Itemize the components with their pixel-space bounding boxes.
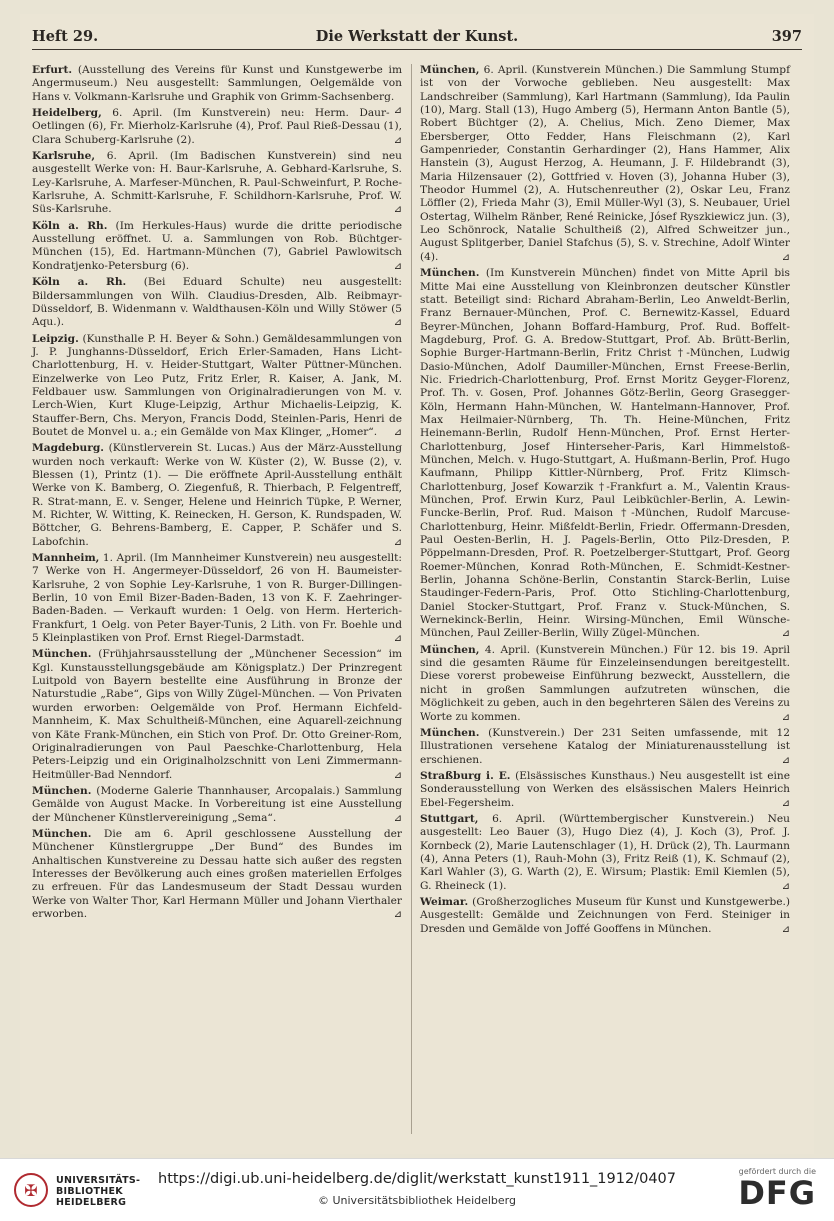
news-entry: [420, 896, 790, 936]
entry-text: (Moderne Galerie Thannhauser, Arcopalais.) Sammlung Gemälde von August Macke. In Vorbereitung ist eine Ausstellung der Münchener Künstlervereinigung „Sema“.: [32, 784, 402, 824]
entry-end-mark-icon: ⊿: [393, 105, 402, 117]
entry-text: (Künstlerverein St. Lucas.) Aus der März-Ausstellung wurden noch verkauft: Werke von W. Küster (2), W. Busse (2), v. Blessen (1), Printz (1). — Die eröffnete April-Ausstellung enthält Werke von K. Bamberg, O. Ziegenfuß, R. Thierbach, P. Felgentreff, R. Strat-mann, E. v. Senger, Helene und Heinrich Tüpke, P. Werner, M. Richter, W. Witting, K. Reinecken, H. Gerson, K. Rundspaden, W. Böttcher, G. Behrens-Bamberg, E. Capper, P. Schäfer und S. Labofchin.: [32, 442, 402, 548]
entry-text: (Elsässisches Kunsthaus.) Neu ausgestellt ist eine Sonderausstellung von Werken des elsässischen Malers Heinrich Ebel-Fegersheim.: [420, 769, 790, 809]
entry-end-mark-icon: ⊿: [393, 426, 402, 438]
entry-location: München.: [420, 726, 480, 739]
entry-location: Köln a. Rh.: [32, 276, 127, 289]
entry-location: Magdeburg.: [32, 442, 104, 455]
entry-text: 4. April. (Kunstverein München.) Für 12. bis 19. April sind die gesamten Räume für Einzeleinsendungen bereitgestellt. Diese vorerst probeweise Einführung bezweckt, Ausstellern, die nicht in großen Sammlungen aufzutreten wünschen, die Möglichkeit zu geben, auch in den begehrteren Sälen des Vereins zu Worte zu kommen.: [420, 643, 790, 723]
entry-end-mark-icon: ⊿: [393, 769, 402, 781]
news-entry: [32, 552, 402, 645]
left-column: [32, 64, 402, 924]
entry-end-mark-icon: ⊿: [781, 923, 790, 935]
entry-end-mark-icon: ⊿: [781, 797, 790, 809]
news-entry: [32, 648, 402, 781]
entry-location: München,: [420, 64, 480, 76]
entry-location: Köln a. Rh.: [32, 219, 108, 232]
entry-text: Die am 6. April geschlossene Ausstellung der Münchener Künstlergruppe „Der Bund“ des Bundes im Anhaltischen Kunstvereine zu Dessau hatte sich außer des regsten Interesses der Bevölkerung auch eines großen materiellen Erfolges zu erfreuen. Für das Landesmuseum der Stadt Dessau wurden Werke von Walter Thor, Karl Hermann Müller und Johann Vierthaler erworben.: [32, 827, 402, 920]
entry-location: München.: [32, 827, 92, 840]
right-column: [420, 64, 790, 939]
entry-text: (Kunsthalle P. H. Beyer & Sohn.) Gemäldesammlungen von J. P. Junghanns-Düsseldorf, Erich Erler-Samaden, Hans Licht-Charlottenburg, H. v. Heider-Stuttgart, Walter Püttner-München. Einzelwerke von Leo Putz, Fritz Erler, R. Kaiser, A. Jank, M. Feldbauer usw. Sammlungen von Originalradierungen von M. v. Lerch-Wien, Kurt Kluge-Leipzig, Arthur Michaelis-Leipzig, K. Stauffer-Bern, Chs. Meryon, Francis Dodd, Steinlen-Paris, Henri de Boutet de Monvel u. a.; ein Gemälde von Max Klinger, „Homer“.: [32, 332, 402, 438]
entry-text: 6. April. (Kunstverein München.) Die Sammlung Stumpf ist von der Vorwoche geblieben. Neu ausgestellt: Max Landschreiber (Sammlung), Karl Hartmann (Sammlung), Ida Paulin (10), Marg. Stall (13), Hugo Amberg (5), Hermann Anton Bantle (5), Robert Büchtger (2), A. Chelius, Mich. Zeno Diemer, Max Ebersberger, Otto Fedder, Hans Fleischmann (2), Karl Gampenrieder, Constantin Gerhardinger (2), Hans Hammer, Alix Hanstein (3), August Herzog, A. Heumann, J. F. Hildebrandt (3), Maria Hilzensauer (2), Gottfried v. Hoven (3), Johanna Huber (3), Theodor Hummel (2), A. Hutschenreuther (2), Oskar Leu, Franz Löffler (2), Frieda Mahr (3), Emil Müller-Wyl (3), S. Neubauer, Uriel Ostertag, Wilhelm Ränber, René Reinicke, Jósef Ryszkiewicz jun. (3), Leo Schönrock, Natalie Schultheiß (2), Alfred Schweitzer jun., August Splitgerber, Daniel Stafchus (5), S. v. Strechine, Adolf Winter (4).: [420, 64, 790, 263]
scanned-page: [20, 14, 814, 1154]
copyright-notice: © Universitätsbibliothek Heidelberg: [317, 1194, 516, 1207]
permalink[interactable]: https://digi.ub.uni-heidelberg.de/diglit/werkstatt_kunst1911_1912/0407: [158, 1171, 676, 1187]
entry-text: 6. April. (Im Kunstverein) neu: Herm. Daur-Oetlingen (6), Fr. Mierholz-Karlsruhe (4), Prof. Paul Rieß-Dessau (1), Clara Schuberg-Karlsruhe (2).: [32, 107, 402, 146]
news-entry: [32, 276, 402, 329]
entry-location: Heidelberg,: [32, 107, 102, 120]
entry-text: (Frühjahrsausstellung der „Münchener Secession“ im Kgl. Kunstausstellungsgebäude am Königsplatz.) Der Prinzregent Luitpold von Bayern bestellte eine Ausführung in Bronze der Naturstudie „Rabe“, Gips von Willy Zügel-München. — Von Privaten wurden erworben: Oelgemälde von Prof. Hermann Eichfeld-Mannheim, K. Max Schultheiß-München, eine Aquarell-zeichnung von Käte Frank-München, ein Stich von Prof. Dr. Otto Greiner-Rom, Originalradierungen von Paul Paeschke-Charlottenburg, Hela Peters-Leipzig und ein Originalholzschnitt von Leni Zimmermann-Heitmüller-Bad Nenndorf.: [32, 648, 402, 781]
news-entry: [420, 813, 790, 893]
entry-end-mark-icon: ⊿: [393, 134, 402, 146]
entry-end-mark-icon: ⊿: [393, 317, 402, 329]
entry-end-mark-icon: ⊿: [781, 628, 790, 640]
journal-title: Die Werkstatt der Kunst.: [315, 28, 519, 45]
news-entry: [32, 220, 402, 273]
news-entry: [420, 267, 790, 641]
entry-text: (Im Kunstverein München) findet von Mitte April bis Mitte Mai eine Ausstellung von Kleinbronzen deutscher Künstler statt. Beteiligt sind: Richard Abraham-Berlin, Leo Anweldt-Berlin, Franz Bernauer-München, Prof. C. Bernewitz-Kassel, Eduard Beyrer-München, Johann Boffard-Hamburg, Prof. Rud. Boffelt-Magdeburg, Prof. G. A. Bredow-Stuttgart, Prof. Ab. Brütt-Berlin, Sophie Burger-Hartmann-Berlin, Fritz Christ †-München, Ludwig Dasio-München, Adolf Daumiller-München, Ernst Freese-Berlin, Nic. Friedrich-Charlottenburg, Prof. Ernst Moritz Geyger-Florenz, Prof. Th. v. Gosen, Prof. Johannes Götz-Berlin, Georg Grasegger-Köln, Hermann Hahn-München, W. Hantelmann-Hannover, Prof. Max Heilmaier-Nürnberg, Th. Th. Heine-München, Fritz Heinemann-Berlin, Rudolf Henn-München, Prof. Ernst Herter-Charlottenburg, Josef Hinterseher-Paris, Karl Himmelstoß-München, Melch. v. Hugo-Stuttgart, A. Hußmann-Berlin, Prof. Hugo Kaufmann, Philipp Kittler-Nürnberg, Prof. Fritz Klimsch-Charlottenburg, Josef Kowarzik †-Frankfurt a. M., Valentin Kraus-München, Prof. Erwin Kurz, Paul Leibküchler-Berlin, A. Lewin-Funcke-Berlin, Prof. Rud. Maison †-München, Rudolf Marcuse-Charlottenburg, Heinr. Mißfeldt-Berlin, Friedr. Offermann-Dresden, Paul Oesten-Berlin, H. J. Pagels-Berlin, Otto Pilz-Dresden, P. Pöppelmann-Dresden, Prof. R. Poetzelberger-Stuttgart, Prof. Georg Roemer-München, Konrad Roth-München, E. Schmidt-Kestner-Berlin, Johanna Schöne-Berlin, Constantin Starck-Berlin, Luise Staudinger-Federn-Paris, Prof. Otto Stichling-Charlottenburg, Daniel Stocker-Stuttgart, Prof. Franz v. Stuck-München, S. Wernekinck-Berlin, Heinr. Wirsing-München, Emil Wünsche-München, Paul Zeiller-Berlin, Willy Zügel-München.: [420, 267, 790, 640]
entry-end-mark-icon: ⊿: [781, 251, 790, 263]
entry-location: München,: [420, 643, 480, 656]
university-seal-icon: ✠: [14, 1173, 48, 1207]
entry-text: (Im Herkules-Haus) wurde die dritte periodische Ausstellung eröffnet. U. a. Sammlungen von Rob. Büchtger-München (15), Ed. Hartmann-München (7), Gabriel Pawlowitsch Kondratjenko-Petersburg (6).: [32, 219, 402, 272]
entry-text: (Großherzogliches Museum für Kunst und Kunstgewerbe.) Ausgestellt: Gemälde und Zeichnungen von Ferd. Steiniger in Dresden und Gemälde von Joffé Gooffens in München.: [420, 895, 790, 935]
entry-location: Mannheim,: [32, 552, 100, 565]
entry-text: (Bei Eduard Schulte) neu ausgestellt: Bildersammlungen von Wilh. Claudius-Dresden, Alb. Reibmayr-Düsseldorf, B. Widenmann v. Waldthausen-Köln und Willy Stöwer (5 Aqu.).: [32, 276, 402, 329]
news-entry: [420, 644, 790, 724]
news-entry: [32, 442, 402, 549]
entry-location: Karlsruhe,: [32, 150, 96, 163]
entry-location: Erfurt.: [32, 64, 73, 76]
news-entry: [32, 107, 402, 147]
running-header: [32, 26, 802, 50]
entry-end-mark-icon: ⊿: [393, 812, 402, 824]
entry-location: München.: [32, 784, 92, 797]
page-number: 397: [771, 28, 802, 45]
news-entry: [32, 150, 402, 217]
entry-text: 1. April. (Im Mannheimer Kunstverein) neu ausgestellt: 7 Werke von H. Angermeyer-Düsseldorf, 26 von H. Baumeister-Karlsruhe, 2 von Sophie Ley-Karlsruhe, 1 von R. Burger-Dillingen-Berlin, 10 von Emil Bizer-Baden-Baden, 13 von K. F. Zaehringer-Baden-Baden. — Verkauft wurden: 1 Oelg. von Herm. Herterich-Frankfurt, 1 Oelg. von Peter Bayer-Tunis, 2 Lith. von Fr. Boehle und 5 Kleinplastiken von Prof. Ernst Riegel-Darmstadt.: [32, 552, 402, 645]
entry-end-mark-icon: ⊿: [393, 204, 402, 216]
news-entry: [420, 64, 790, 264]
entry-location: München.: [32, 648, 92, 661]
funder-caption: gefördert durch die: [738, 1167, 816, 1176]
entry-end-mark-icon: ⊿: [781, 880, 790, 892]
entry-location: Stuttgart,: [420, 812, 479, 825]
issue-number: Heft 29.: [32, 28, 99, 45]
viewer-footer: [0, 1158, 834, 1221]
entry-end-mark-icon: ⊿: [393, 260, 402, 272]
entry-text: (Kunstverein.) Der 231 Seiten umfassende, mit 12 Illustrationen versehene Katalog der Miniaturenausstellung ist erschienen.: [420, 726, 790, 766]
news-entry: [32, 828, 402, 921]
library-logo[interactable]: [14, 1173, 141, 1211]
entry-location: Leipzig.: [32, 332, 79, 345]
entry-end-mark-icon: ⊿: [781, 754, 790, 766]
entry-location: München.: [420, 267, 480, 280]
dfg-logo[interactable]: [716, 1167, 816, 1215]
entry-location: Weimar.: [420, 895, 469, 908]
entry-text: 6. April. (Württembergischer Kunstverein.) Neu ausgestellt: Leo Bauer (3), Hugo Diez (4), J. Koch (3), Prof. J. Kornbeck (2), Marie Lautenschlager (1), H. Drück (2), Th. Laurmann (4), Anna Peters (1), Rauh-Mohn (3), Fritz Reiß (1), K. Schmauf (2), Karl Wahler (3), G. Warth (2), E. Wirsum; Plastik: Emil Kiemlen (5), G. Rheineck (1).: [420, 812, 790, 892]
news-entry: [32, 333, 402, 440]
dfg-wordmark: DFG: [738, 1174, 816, 1212]
entry-text: (Ausstellung des Vereins für Kunst und Kunstgewerbe im Angermuseum.) Neu ausgestellt: Sammlungen, Oelgemälde von Hans v. Volkmann-Karlsruhe und Graphik von Grimm-Sachsenberg.: [32, 64, 402, 103]
entry-end-mark-icon: ⊿: [393, 633, 402, 645]
entry-end-mark-icon: ⊿: [393, 908, 402, 920]
column-divider: [411, 64, 412, 1134]
entry-end-mark-icon: ⊿: [393, 536, 402, 548]
news-entry: [420, 727, 790, 767]
entry-end-mark-icon: ⊿: [781, 711, 790, 723]
news-entry: [32, 785, 402, 825]
entry-location: Straßburg i. E.: [420, 769, 511, 782]
news-entry: [420, 770, 790, 810]
library-name: UNIVERSITÄTS- BIBLIOTHEK HEIDELBERG: [56, 1175, 141, 1208]
entry-text: 6. April. (Im Badischen Kunstverein) sind neu ausgestellt Werke von: H. Baur-Karlsruhe, A. Gebhard-Karlsruhe, S. Ley-Karlsruhe, A. Marfeser-München, R. Paul-Schweinfurt, P. Roche-Karlsruhe, A. Schmitt-Karlsruhe, F. Schildhorn-Karlsruhe, Prof. W. Süs-Karlsruhe.: [32, 150, 402, 216]
